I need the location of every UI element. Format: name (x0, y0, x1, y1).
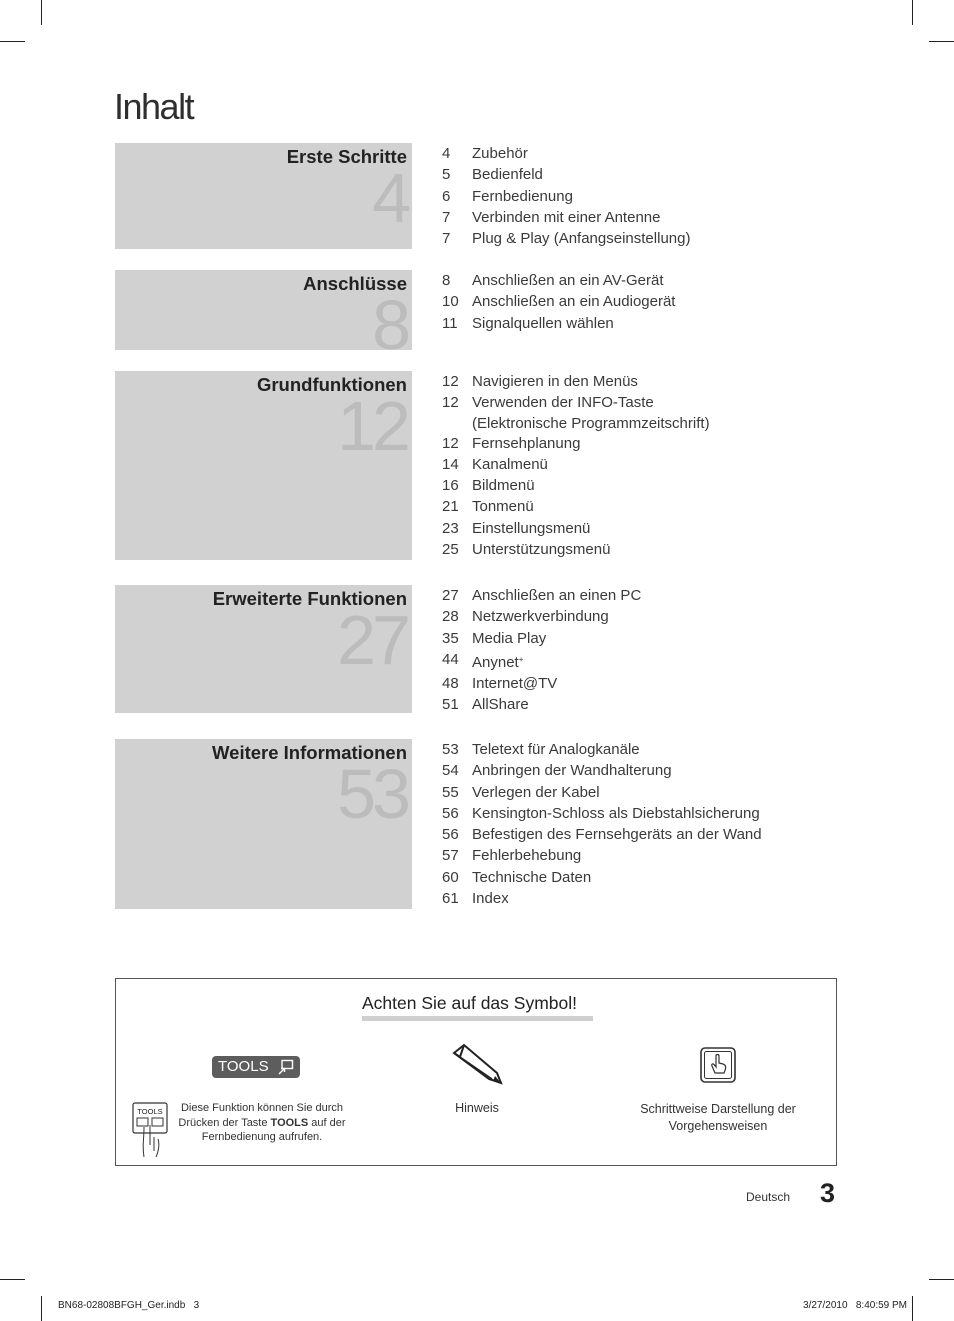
section-header-box (115, 585, 412, 713)
toc-text: Fernsehplanung (472, 434, 581, 452)
toc-page: 12 (442, 434, 459, 452)
toc-page: 55 (442, 783, 459, 801)
toc-superscript: + (518, 654, 524, 664)
toc-text: Netzwerkverbindung (472, 608, 609, 626)
tools-desc-line (172, 1116, 352, 1131)
notice-heading-underline (362, 1016, 593, 1021)
toc-entry[interactable] (442, 782, 762, 803)
toc-text: Verlegen der Kabel (472, 783, 600, 801)
toc-entry[interactable] (442, 649, 641, 673)
toc-page: 27 (442, 587, 459, 604)
toc-section (115, 585, 953, 713)
crop-mark (912, 1296, 913, 1321)
toc-entry[interactable] (442, 207, 690, 228)
toc-text: Anynet (472, 653, 519, 671)
tools-desc-line: Fernbedienung aufrufen. (201, 1131, 323, 1143)
steps-description (616, 1101, 820, 1135)
toc-text: Tonmenü (472, 498, 534, 516)
toc-text: Plug & Play (Anfangseinstellung) (472, 230, 691, 248)
toc-page: 54 (442, 762, 459, 780)
toc-section (115, 270, 953, 350)
toc-entry[interactable] (442, 313, 675, 334)
toc-list (442, 739, 762, 909)
hand-pointer-icon (700, 1047, 736, 1083)
section-header-box (115, 371, 412, 560)
section-number: 4 (372, 159, 407, 237)
toc-page: 10 (442, 293, 459, 311)
tools-description (172, 1101, 352, 1145)
toc-page: 35 (442, 629, 459, 647)
symbol-notice-box (115, 978, 837, 1166)
toc-page: 8 (442, 272, 451, 289)
toc-entry[interactable] (442, 143, 690, 164)
toc-section (115, 143, 953, 249)
toc-text: Navigieren in den Menüs (472, 373, 638, 390)
hinweis-label: Hinweis (455, 1101, 499, 1115)
toc-entry[interactable] (442, 673, 641, 694)
toc-text: Technische Daten (472, 868, 592, 886)
toc-entry[interactable] (442, 371, 710, 392)
remote-tools-label: TOOLS (137, 1107, 163, 1116)
toc-entry[interactable] (442, 585, 641, 606)
toc-text: Bildmenü (472, 477, 535, 495)
toc-text: Zubehör (472, 145, 528, 162)
toc-entry[interactable] (442, 824, 762, 845)
toc-page: 16 (442, 477, 459, 495)
crop-mark (41, 0, 42, 25)
crop-mark (912, 0, 913, 25)
section-header-box (115, 270, 412, 350)
toc-entry[interactable] (442, 496, 710, 517)
toc-page: 7 (442, 208, 451, 226)
toc-page: 7 (442, 230, 451, 248)
remote-control-icon (132, 1101, 168, 1159)
page-number: 3 (820, 1178, 836, 1208)
toc-entry[interactable] (442, 539, 710, 560)
toc-text: Media Play (472, 629, 547, 647)
toc-text: Teletext für Analogkanäle (472, 741, 640, 758)
toc-text: AllShare (472, 696, 529, 714)
toc-text: Anbringen der Wandhalterung (472, 762, 672, 780)
toc-entry[interactable] (442, 291, 675, 312)
print-slug-file: BN68-02808BFGH_Ger.indb 3 (58, 1300, 200, 1311)
toc-page: 23 (442, 519, 459, 537)
toc-text: Signalquellen wählen (472, 314, 614, 332)
toc-text: Verwenden der INFO-Taste (472, 394, 654, 412)
toc-list (442, 270, 675, 334)
toc-entry[interactable] (442, 228, 690, 249)
toc-entry[interactable] (442, 454, 710, 475)
section-header-box (115, 739, 412, 909)
toc-entry[interactable] (442, 606, 641, 627)
toc-entry[interactable] (442, 475, 710, 496)
section-title: Grundfunktionen (256, 374, 407, 395)
toc-text: Anschließen an ein Audiogerät (472, 293, 676, 311)
toc-entry[interactable] (442, 867, 762, 888)
crop-mark (41, 1296, 42, 1321)
section-title: Anschlüsse (303, 273, 407, 294)
tools-badge-label: TOOLS (218, 1058, 269, 1075)
tools-desc-text: Drücken der Taste (178, 1116, 271, 1129)
tools-desc-text: auf der (308, 1116, 346, 1129)
toc-entry[interactable] (442, 433, 710, 454)
toc-text: Index (472, 890, 509, 908)
toc-entry[interactable] (442, 164, 690, 185)
toc-text: Kensington-Schloss als Diebstahlsicherung (472, 804, 760, 822)
steps-desc-line: Schrittweise Darstellung der (640, 1102, 796, 1116)
toc-entry[interactable] (442, 888, 762, 909)
toc-entry[interactable] (442, 392, 710, 432)
toc-page: 14 (442, 455, 459, 473)
toc-text: Kanalmenü (472, 455, 548, 473)
toc-page: 6 (442, 187, 451, 205)
toc-entry[interactable] (442, 739, 762, 760)
toc-text: Internet@TV (472, 675, 558, 693)
crop-mark (0, 41, 25, 42)
toc-text: Verbinden mit einer Antenne (472, 208, 661, 226)
toc-list (442, 371, 710, 560)
toc-text: Bedienfeld (472, 166, 543, 184)
notice-heading: Achten Sie auf das Symbol! (362, 993, 577, 1013)
tools-desc-keyword: TOOLS (270, 1116, 309, 1129)
toc-list (442, 585, 641, 716)
section-title: Erste Schritte (286, 146, 407, 167)
section-number: 12 (337, 387, 407, 465)
toc-text: Fernbedienung (472, 187, 573, 205)
print-slug-date: 3/27/2010 8:40:59 PM (803, 1300, 907, 1311)
toc-section (115, 739, 953, 909)
pencil-icon (451, 1043, 505, 1085)
toc-text: Befestigen des Fernsehgeräts an der Wand (472, 826, 762, 844)
toc-page: 4 (442, 145, 451, 162)
crop-mark (929, 1279, 954, 1280)
footer-language: Deutsch (746, 1190, 791, 1204)
toc-page: 56 (442, 804, 459, 822)
toc-entry[interactable] (442, 760, 762, 781)
steps-desc-line: Vorgehensweisen (668, 1119, 768, 1133)
toc-entry[interactable] (442, 803, 762, 824)
toc-text: Einstellungsmenü (472, 519, 591, 537)
toc-page: 11 (442, 314, 458, 332)
toc-entry[interactable] (442, 270, 675, 291)
section-number: 27 (337, 601, 407, 679)
toc-page: 28 (442, 608, 459, 626)
toc-page: 53 (442, 741, 459, 758)
toc-page: 51 (442, 696, 459, 714)
section-title: Erweiterte Funktionen (212, 588, 407, 609)
tools-glyph-icon (278, 1059, 294, 1075)
toc-page: 5 (442, 166, 451, 184)
toc-page: 25 (442, 541, 459, 559)
toc-list (442, 143, 690, 249)
page-title: Inhalt (114, 86, 194, 127)
toc-page: 61 (442, 890, 459, 908)
toc-page: 57 (442, 847, 459, 865)
section-header-box (115, 143, 412, 249)
toc-entry[interactable] (442, 845, 762, 866)
toc-page: 21 (442, 498, 459, 516)
toc-page: 56 (442, 826, 459, 844)
toc-page: 12 (442, 394, 459, 412)
toc-page: 48 (442, 675, 459, 693)
toc-page: 44 (442, 650, 459, 668)
toc-text: Fehlerbehebung (472, 847, 582, 865)
section-number: 53 (337, 755, 407, 833)
toc-entry[interactable] (442, 628, 641, 649)
section-title: Weitere Informationen (212, 742, 407, 763)
toc-subtext: (Elektronische Programmzeitschrift) (472, 414, 710, 432)
toc-text: Anschließen an ein AV-Gerät (472, 272, 664, 289)
toc-page: 60 (442, 868, 459, 886)
toc-text: Unterstützungsmenü (472, 541, 611, 559)
section-number: 8 (372, 286, 407, 350)
toc-section (115, 371, 953, 560)
crop-mark (929, 41, 954, 42)
toc-page: 12 (442, 373, 459, 390)
toc-text: Anschließen an einen PC (472, 587, 642, 604)
tools-icon (212, 1056, 300, 1078)
toc-entry[interactable] (442, 694, 641, 715)
toc-entry[interactable] (442, 186, 690, 207)
tools-desc-line: Diese Funktion können Sie durch (180, 1102, 344, 1114)
toc-entry[interactable] (442, 518, 710, 539)
crop-mark (0, 1279, 25, 1280)
